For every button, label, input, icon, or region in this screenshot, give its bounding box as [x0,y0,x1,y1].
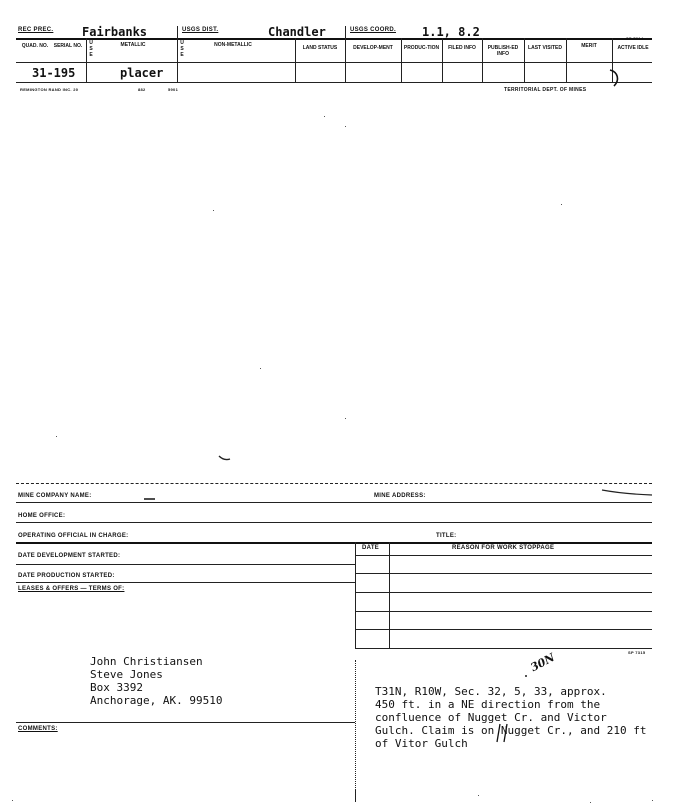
divider [566,38,567,82]
handwritten-note: 30N [528,650,557,675]
operating-official-label: OPERATING OFFICIAL IN CHARGE: [18,533,129,539]
table-left-border [355,542,356,648]
divider [345,26,346,82]
last-visited-label: LAST VISITED [528,45,562,51]
department: TERRITORIAL DEPT. OF MINES [504,87,587,93]
printer-note: REMINGTON RAND INC. 20 [20,87,79,92]
comments-label: COMMENTS: [18,726,58,732]
address-line: Anchorage, AK. 99510 [90,694,223,707]
table-bottom-rule [355,648,652,649]
row-rule-2 [16,82,652,83]
leases-label: LEASES & OFFERS — TERMS OF: [18,586,125,592]
divider [401,38,402,82]
reason-label: REASON FOR WORK STOPPAGE [452,545,555,551]
date-dev-label: DATE DEVELOPMENT STARTED: [18,553,121,559]
table-row-rule [355,592,652,593]
divider [177,26,178,82]
metallic-value: placer [120,66,164,80]
address-line: Steve Jones [90,668,163,681]
date-label: DATE [362,545,380,551]
speck-mark [218,454,232,462]
table-row-rule [355,629,652,630]
development-label: DEVELOP-MENT [353,45,393,51]
rule-home [16,522,652,523]
address-line: John Christiansen [90,655,203,668]
usgs-coord-label: USGS COORD. [350,27,396,33]
production-label: PRODUC-TION [403,45,440,51]
usgs-dist-label: USGS DIST. [182,27,219,33]
rule-prod [16,582,355,583]
usgs-coord-value: 1.1, 8.2 [422,25,480,39]
location-line: of Vitor Gulch [375,737,468,750]
quad-serial-value: 31-195 [32,66,76,80]
rule-comments [16,722,355,723]
land-status-label: LAND STATUS [302,45,338,51]
home-office-label: HOME OFFICE: [18,513,66,519]
use-label-1: U S E [89,40,93,58]
handwritten-mark-icon [606,68,626,90]
location-line: T31N, R10W, Sec. 32, 5, 33, approx. [375,685,607,698]
rule-dev [16,564,355,565]
form-code-top: SP 7314 [626,36,644,41]
address-line: Box 3392 [90,681,143,694]
form-code-bottom: SP 7315 [628,650,646,655]
published-info-label: PUBLISH-ED INFO [487,45,519,57]
table-header-rule [355,555,652,556]
location-line: confluence of Nugget Cr. and Victor [375,711,607,724]
rule-official [16,542,652,544]
active-idle-label: ACTIVE IDLE [617,45,649,51]
printer-code-1: 882 [138,87,146,92]
pen-scribble-icon [494,720,516,746]
date-prod-label: DATE PRODUCTION STARTED: [18,573,115,579]
merit-label: MERIT [581,43,597,49]
rec-prec-value: Fairbanks [82,25,148,39]
mine-company-label: MINE COMPANY NAME: [18,493,92,499]
pen-stroke-icon [600,486,654,498]
owner-address [90,655,222,707]
column-divider [355,660,356,790]
title-label: TITLE: [436,533,457,539]
table-row-rule [355,611,652,612]
location-line: Gulch. Claim is on Nugget Cr., and 210 ft [375,724,647,737]
rule-company [16,502,652,503]
table-date-divider [389,542,390,648]
rec-prec-label: REC PREC. [18,27,54,33]
divider [86,38,87,82]
divider [524,38,525,82]
serial-label: SERIAL NO. [53,43,83,49]
divider [295,38,296,82]
metallic-label: METALLIC [120,42,146,48]
location-line: 450 ft. in a NE direction from the [375,698,601,711]
lower-top-rule [16,483,652,484]
mine-address-label: MINE ADDRESS: [374,493,426,499]
column-divider [355,790,356,802]
row-rule-1 [16,62,652,63]
use-label-2: U S E [180,40,184,58]
usgs-dist-value: Chandler [268,25,326,39]
quad-label: QUAD. NO. [21,43,49,49]
divider [442,38,443,82]
nonmetallic-label: NON-METALLIC [214,42,252,48]
table-row-rule [355,573,652,574]
printer-code-2: 5901 [168,87,179,92]
filed-info-label: FILED INFO [448,45,476,51]
divider [482,38,483,82]
pen-dash-icon [143,496,157,502]
